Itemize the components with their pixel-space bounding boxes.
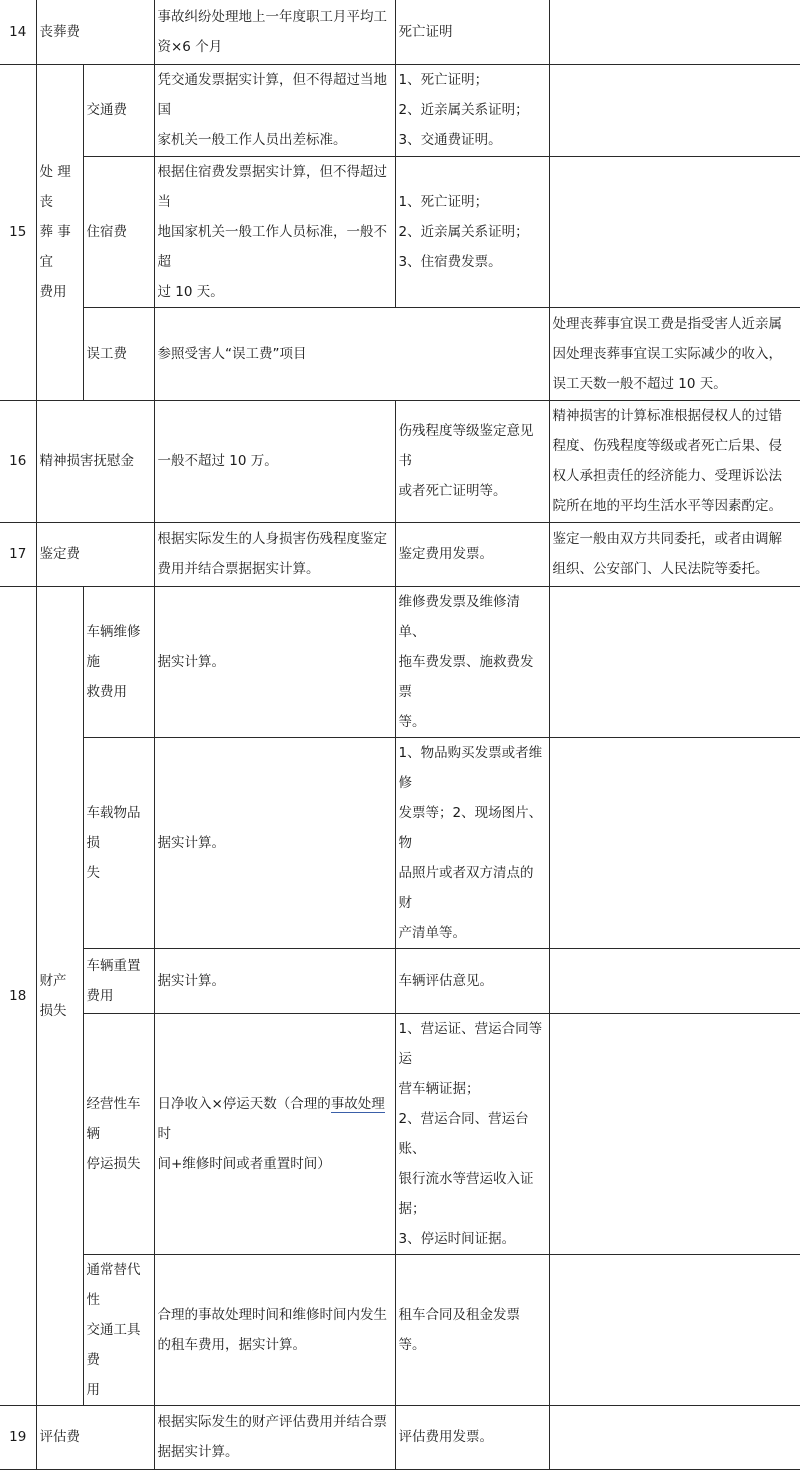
table-row-15-lodging (0, 156, 800, 307)
sub-item-line: 车辆重置 (86, 957, 141, 974)
sub-item-line: 车辆维修施 (86, 623, 141, 670)
evidence-line: 3、停运时间证据。 (398, 1230, 516, 1247)
standard-cell (154, 1405, 395, 1469)
sub-item-name (83, 1013, 154, 1254)
standard-line: 根据住宿费发票据实计算，但不得超过当 (157, 163, 387, 210)
table-row-16 (0, 400, 800, 522)
standard-line: 资×6 个月 (157, 38, 223, 55)
evidence-line: 拖车费发票、施救费发票 (398, 653, 534, 700)
note-cell (549, 400, 800, 522)
note-cell (549, 948, 800, 1013)
standard-line: 据据实计算。 (157, 1444, 239, 1460)
standard-cell: 据实计算。 (154, 948, 395, 1013)
row-number: 18 (0, 586, 36, 1405)
standard-cell: 一般不超过 10 万。 (154, 400, 395, 522)
standard-text: 日净收入×停运天数（合理的 (157, 1095, 331, 1112)
evidence-line: 3、交通费证明。 (398, 132, 502, 148)
standard-cell (154, 0, 395, 64)
sub-item-line: 失 (86, 864, 100, 881)
standard-cell (154, 64, 395, 156)
standard-line: 根据实际发生的人身损害伤残程度鉴定 (157, 531, 387, 547)
evidence-cell: 评估费用发票。 (395, 1405, 549, 1469)
evidence-cell (395, 586, 549, 737)
note-line: 院所在地的平均生活水平等因素酌定。 (552, 498, 782, 514)
evidence-cell: 租车合同及租金发票等。 (395, 1254, 549, 1405)
note-cell (549, 1405, 800, 1469)
standard-cell (154, 1254, 395, 1405)
note-cell (549, 586, 800, 737)
sub-item-line: 停运损失 (86, 1155, 141, 1172)
table-row-15-lost-wages (0, 307, 800, 400)
table-row-17 (0, 522, 800, 586)
note-cell (549, 737, 800, 948)
table-row-18-replacement (0, 948, 800, 1013)
item-line: 处 理 丧 (39, 164, 71, 210)
sub-item-line: 费用 (86, 987, 114, 1004)
standard-line (158, 1089, 392, 1149)
evidence-line: 3、住宿费发票。 (398, 253, 502, 270)
evidence-line: 维修费发票及维修清单、 (398, 593, 520, 640)
evidence-line: 2、近亲属关系证明； (398, 102, 529, 118)
evidence-line: 据； (398, 1200, 426, 1217)
evidence-cell (395, 737, 549, 948)
item-name: 精神损害抚慰金 (36, 400, 154, 522)
sub-item-line: 救费用 (86, 683, 127, 700)
sub-item-line: 车载物品损 (86, 804, 141, 851)
evidence-cell (395, 64, 549, 156)
evidence-line: 等。 (398, 713, 426, 730)
table-row-18-repair (0, 586, 800, 737)
table-row-14 (0, 0, 800, 64)
evidence-cell (395, 156, 549, 307)
sub-item-name (83, 948, 154, 1013)
note-cell (549, 156, 800, 307)
row-number: 15 (0, 64, 36, 400)
evidence-cell (395, 1013, 549, 1254)
note-cell (549, 1013, 800, 1254)
standard-line: 的租车费用，据实计算。 (157, 1336, 306, 1353)
accident-handling-link[interactable]: 事故处理 (330, 1095, 385, 1112)
note-line: 组织、公安部门、人民法院等委托。 (552, 561, 769, 577)
evidence-line: 营车辆证据； (398, 1080, 480, 1097)
evidence-cell: 死亡证明 (395, 0, 549, 64)
item-name: 评估费 (36, 1405, 154, 1469)
standard-line: 家机关一般工作人员出差标准。 (157, 132, 347, 148)
evidence-line: 银行流水等营运收入证 (398, 1170, 534, 1187)
standard-line: 合理的事故处理时间和维修时间内发生 (157, 1306, 387, 1323)
evidence-cell: 鉴定费用发票。 (395, 522, 549, 586)
note-cell (549, 307, 800, 400)
standard-line: 凭交通发票据实计算，但不得超过当地国 (157, 72, 387, 118)
standard-cell: 据实计算。 (154, 586, 395, 737)
note-cell (549, 0, 800, 64)
sub-item-line: 通常替代性 (86, 1261, 141, 1308)
note-line: 精神损害的计算标准根据侵权人的过错 (552, 408, 782, 424)
note-line: 因处理丧葬事宜误工实际减少的收入， (552, 345, 782, 362)
standard-text: 时 (157, 1125, 171, 1142)
sub-item-name: 误工费 (83, 307, 154, 400)
table-row-18-cargo (0, 737, 800, 948)
standard-line: 费用并结合票据据实计算。 (157, 561, 320, 577)
note-cell (549, 1254, 800, 1405)
item-line: 财产 (39, 972, 67, 989)
sub-item-name (83, 737, 154, 948)
note-line: 权人承担责任的经济能力、受理诉讼法 (552, 468, 782, 484)
standard-line: 事故纠纷处理地上一年度职工月平均工 (157, 8, 387, 25)
row-number: 14 (0, 0, 36, 64)
item-name (36, 64, 83, 400)
table-row-18-substitute (0, 1254, 800, 1405)
sub-item-name: 住宿费 (83, 156, 154, 307)
item-name: 丧葬费 (36, 0, 154, 64)
note-line: 处理丧葬事宜误工费是指受害人近亲属 (552, 315, 782, 332)
evidence-line: 1、死亡证明； (398, 72, 489, 88)
table-row-18-downtime (0, 1013, 800, 1254)
standard-line: 根据实际发生的财产评估费用并结合票 (157, 1414, 387, 1430)
note-cell (549, 522, 800, 586)
evidence-line: 2、近亲属关系证明； (398, 223, 529, 240)
note-cell (549, 64, 800, 156)
item-line: 损失 (39, 1002, 67, 1019)
standard-cell: 据实计算。 (154, 737, 395, 948)
standard-cell (154, 156, 395, 307)
standard-line: 过 10 天。 (157, 283, 224, 300)
row-number: 16 (0, 400, 36, 522)
note-line: 程度、伤残程度等级或者死亡后果、侵 (552, 438, 782, 454)
standard-cell (154, 522, 395, 586)
sub-item-line: 经营性车辆 (86, 1095, 141, 1142)
evidence-line: 或者死亡证明等。 (398, 483, 507, 499)
item-name (36, 586, 83, 1405)
standard-cell: 参照受害人“误工费”项目 (154, 307, 549, 400)
item-name: 鉴定费 (36, 522, 154, 586)
sub-item-name (83, 586, 154, 737)
table-row-15-transport (0, 64, 800, 156)
evidence-line: 1、营运证、营运合同等运 (398, 1020, 543, 1067)
evidence-line: 品照片或者双方清点的财 (398, 864, 534, 911)
note-line: 误工天数一般不超过 10 天。 (552, 375, 727, 392)
sub-item-name (83, 1254, 154, 1405)
evidence-cell: 车辆评估意见。 (395, 948, 549, 1013)
standard-line: 间+维修时间或者重置时间） (157, 1155, 331, 1172)
sub-item-line: 用 (86, 1381, 100, 1398)
note-line: 鉴定一般由双方共同委托，或者由调解 (552, 531, 782, 547)
row-number: 17 (0, 522, 36, 586)
evidence-cell (395, 400, 549, 522)
evidence-line: 产清单等。 (398, 924, 466, 941)
sub-item-name: 交通费 (83, 64, 154, 156)
item-line: 葬 事 宜 (39, 224, 71, 270)
evidence-line: 1、物品购买发票或者维修 (398, 744, 543, 791)
table-row-19 (0, 1405, 800, 1469)
evidence-line: 1、死亡证明； (398, 193, 489, 210)
row-number: 19 (0, 1405, 36, 1469)
sub-item-line: 交通工具费 (86, 1321, 141, 1368)
evidence-line: 2、营运合同、营运台账、 (398, 1110, 529, 1157)
standard-line: 地国家机关一般工作人员标准，一般不超 (157, 223, 387, 270)
evidence-line: 伤残程度等级鉴定意见书 (398, 423, 534, 469)
evidence-line: 发票等；2、现场图片、物 (398, 804, 543, 851)
item-line: 费用 (39, 284, 67, 300)
standard-cell (154, 1013, 395, 1254)
